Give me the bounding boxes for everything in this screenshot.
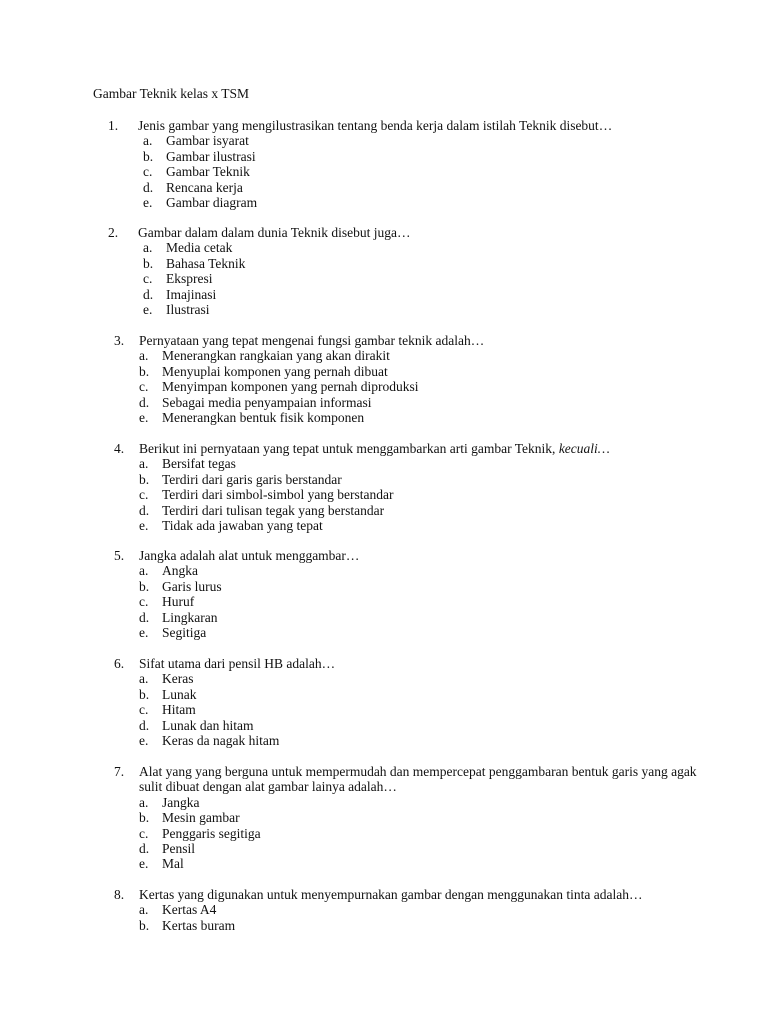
question-text: Gambar dalam dalam dunia Teknik disebut juga… [138, 225, 411, 240]
option-e: e. Ilustrasi [143, 302, 210, 318]
option-c: c. Terdiri dari simbol-simbol yang berstandar [139, 487, 394, 503]
option-d: d. Rencana kerja [143, 179, 243, 195]
question-number: 4. [114, 441, 125, 456]
option-c: c. Penggaris segitiga [139, 825, 261, 841]
option-c: c. Menyimpan komponen yang pernah diproduksi [139, 379, 419, 395]
option-e: e. Gambar diagram [143, 195, 258, 211]
option-a: a. Angka [139, 563, 198, 579]
option-e: e. Segitiga [139, 625, 207, 641]
question-text: Kertas yang digunakan untuk menyempurnakan gambar dengan menggunakan tinta adalah… [139, 887, 643, 902]
question-number: 1. [108, 118, 119, 133]
question-4 [114, 441, 714, 533]
option-a: a. Keras [139, 671, 194, 687]
question-2 [108, 225, 708, 317]
option-a: a. Menerangkan rangkaian yang akan dirakit [139, 348, 390, 364]
option-c: c. Gambar Teknik [143, 164, 250, 180]
question-text: Sifat utama dari pensil HB adalah… [139, 656, 336, 671]
document-title: Gambar Teknik kelas x TSM [93, 86, 250, 101]
option-c: c. Hitam [139, 702, 196, 718]
option-a: a. Jangka [139, 794, 200, 810]
question-number: 8. [114, 887, 125, 902]
option-c: c. Huruf [139, 594, 195, 610]
question-1 [108, 118, 708, 210]
option-b: b. Terdiri dari garis garis berstandar [139, 471, 342, 487]
question-emphasis: kecuali… [558, 441, 610, 456]
question-text: Alat yang yang berguna untuk mempermudah dan mempercepat penggambaran bentuk garis yang agak sulit dibuat dengan alat gambar lainya adalah… [139, 764, 697, 795]
option-d: d. Lingkaran [139, 609, 218, 625]
question-text: Jangka adalah alat untuk menggambar… [139, 548, 360, 563]
question-7 [114, 764, 704, 872]
option-a: a. Kertas A4 [139, 902, 217, 918]
question-number: 2. [108, 225, 119, 240]
option-b: b. Menyuplai komponen yang pernah dibuat [139, 363, 388, 379]
question-text: Jenis gambar yang mengilustrasikan tentang benda kerja dalam istilah Teknik disebut… [138, 118, 613, 133]
option-d: d. Imajinasi [143, 286, 217, 302]
question-number: 6. [114, 656, 125, 671]
question-number: 7. [114, 764, 125, 779]
question-text: Pernyataan yang tepat mengenai fungsi gambar teknik adalah… [139, 333, 485, 348]
question-number: 3. [114, 333, 125, 348]
question-text: Berikut ini pernyataan yang tepat untuk menggambarkan arti gambar Teknik, kecuali… [139, 441, 610, 456]
option-e: e. Tidak ada jawaban yang tepat [139, 518, 323, 534]
option-d: d. Lunak dan hitam [139, 717, 254, 733]
option-b: b. Mesin gambar [139, 810, 240, 826]
question-5 [114, 548, 714, 640]
option-b: b. Lunak [139, 686, 197, 702]
option-b: b. Kertas buram [139, 917, 236, 933]
question-3 [114, 333, 714, 425]
option-e: e. Mal [139, 856, 184, 872]
option-a: a. Bersifat tegas [139, 456, 236, 472]
option-e: e. Menerangkan bentuk fisik komponen [139, 410, 365, 426]
option-d: d. Terdiri dari tulisan tegak yang berstandar [139, 502, 385, 518]
option-d: d. Sebagai media penyampaian informasi [139, 394, 372, 410]
question-6 [114, 656, 714, 748]
option-b: b. Garis lurus [139, 578, 222, 594]
option-b: b. Gambar ilustrasi [143, 148, 256, 164]
question-8 [114, 887, 714, 933]
option-e: e. Keras da nagak hitam [139, 733, 280, 749]
option-d: d. Pensil [139, 841, 196, 857]
option-a: a. Gambar isyarat [143, 133, 249, 149]
question-number: 5. [114, 548, 125, 563]
option-b: b. Bahasa Teknik [143, 255, 246, 271]
option-a: a. Media cetak [143, 240, 233, 256]
option-c: c. Ekspresi [143, 271, 213, 287]
